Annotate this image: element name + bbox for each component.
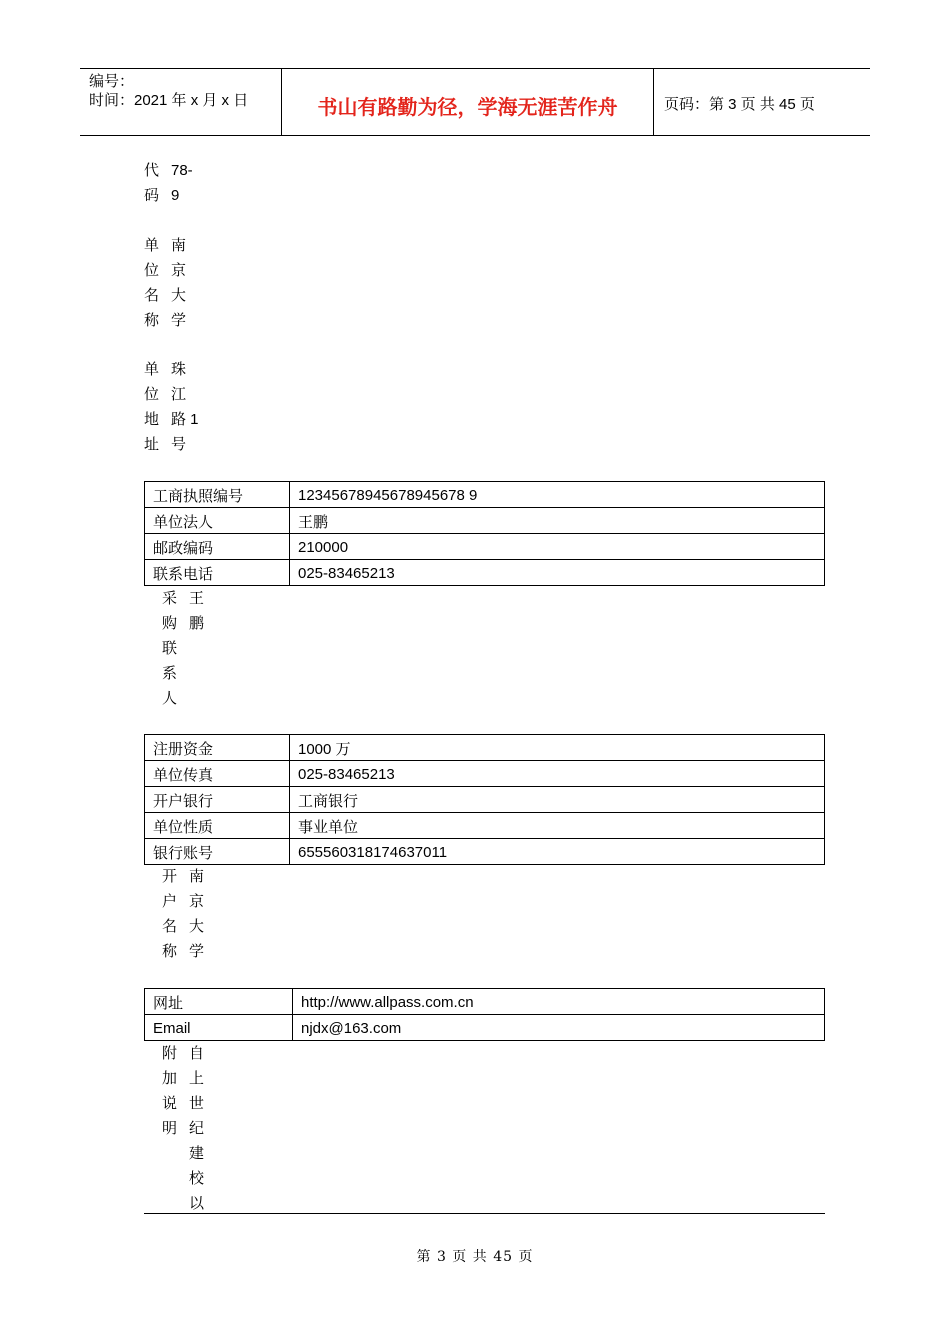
email-link[interactable]: njdx@163.com <box>293 1015 825 1041</box>
table-cell-label: 单位法人 <box>145 508 290 534</box>
business-info-table <box>144 481 825 586</box>
code-value: 78- 9 <box>171 162 193 204</box>
table-cell-value: 工商银行 <box>290 787 825 813</box>
unit-name-label: 单 位 名 称 <box>144 237 160 329</box>
time-label: 时间：2021 年 x 月 x 日 <box>89 92 249 109</box>
table-row <box>145 508 825 534</box>
code-block <box>144 158 198 208</box>
table-row <box>145 787 825 813</box>
table-cell-value: 12345678945678945678 9 <box>290 482 825 508</box>
table-row <box>145 813 825 839</box>
table-row <box>145 989 825 1015</box>
table-cell-value: 025-83465213 <box>290 761 825 787</box>
unit-address-value: 珠 江 路 1 号 <box>171 361 199 453</box>
table-cell-label: 开户银行 <box>145 787 290 813</box>
notes-label: 附 加 说 明 <box>162 1045 178 1137</box>
table-cell-value: 025-83465213 <box>290 560 825 586</box>
notes-value: 自 上 世 纪 建 校 以 <box>189 1045 205 1212</box>
table-row <box>145 735 825 761</box>
table-cell-label: 单位传真 <box>145 761 290 787</box>
header-meta <box>80 69 282 135</box>
contact-label: 采 购 联 系 人 <box>162 590 178 707</box>
table-cell-value: 210000 <box>290 534 825 560</box>
unit-name-block <box>144 233 198 333</box>
account-name-label: 开 户 名 称 <box>162 868 178 960</box>
table-cell-value: 1000 万 <box>290 735 825 761</box>
table-row <box>145 534 825 560</box>
table-cell-value: 655560318174637011 <box>290 839 825 865</box>
table-row <box>145 482 825 508</box>
account-name-block <box>162 864 216 964</box>
contact-value: 王 鹏 <box>189 590 205 632</box>
table-cell-label: 注册资金 <box>145 735 290 761</box>
table-cell-label: 联系电话 <box>145 560 290 586</box>
contact-block <box>162 586 216 711</box>
contact-web-table <box>144 988 825 1041</box>
website-link[interactable]: http://www.allpass.com.cn <box>293 989 825 1015</box>
unit-address-block <box>144 357 198 457</box>
table-cell-label: 银行账号 <box>145 839 290 865</box>
table-cell-value: 事业单位 <box>290 813 825 839</box>
table-cell-label: 单位性质 <box>145 813 290 839</box>
table-cell-label: 网址 <box>145 989 293 1015</box>
table-cell-label: Email <box>145 1015 293 1041</box>
header-motto: 书山有路勤为径，学海无涯苦作舟 <box>282 69 654 135</box>
notes-block <box>162 1041 216 1216</box>
table-cell-value: 王鹏 <box>290 508 825 534</box>
table-row <box>145 839 825 865</box>
unit-address-label: 单 位 地 址 <box>144 361 160 453</box>
unit-name-value: 南 京 大 学 <box>171 237 187 329</box>
code-label: 代 码 <box>144 162 160 204</box>
table-row <box>145 761 825 787</box>
page-header <box>80 68 870 136</box>
table-cell-label: 邮政编码 <box>145 534 290 560</box>
number-label: 编号： <box>89 73 135 90</box>
finance-info-table <box>144 734 825 865</box>
table-row <box>145 1015 825 1041</box>
table-cell-label: 工商执照编号 <box>145 482 290 508</box>
page-footer: 第 3 页 共 45 页 <box>416 1249 534 1265</box>
account-name-value: 南 京 大 学 <box>189 868 205 960</box>
table-row <box>145 560 825 586</box>
header-page-info: 页码：第 3 页 共 45 页 <box>664 95 815 113</box>
bottom-divider <box>144 1213 825 1214</box>
